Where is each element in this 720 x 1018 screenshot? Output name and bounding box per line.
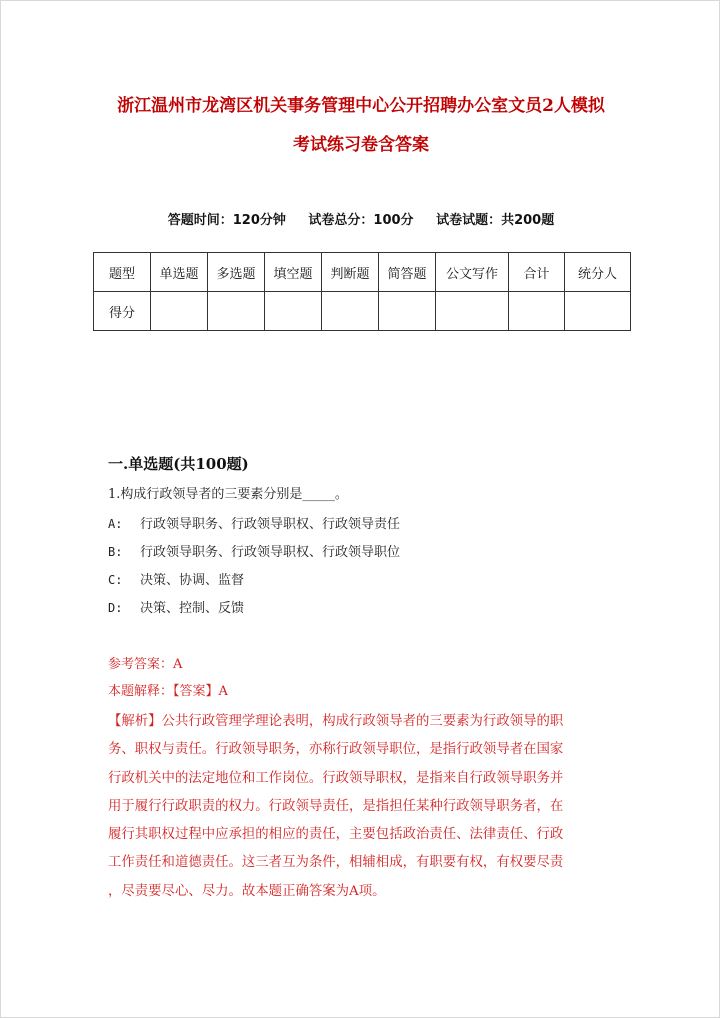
- exam-meta: [1, 209, 720, 228]
- score-header-fill-blank: 填空题: [265, 253, 322, 292]
- score-cell: [322, 292, 379, 331]
- option-c: [108, 571, 244, 590]
- score-header-true-false: 判断题: [322, 253, 379, 292]
- option-a-letter: A:: [108, 517, 123, 531]
- score-cell: [208, 292, 265, 331]
- score-header-type: 题型: [94, 253, 151, 292]
- analysis-line: 务、职权与责任。行政领导职务，亦称行政领导职位，是指行政领导者在国家: [108, 742, 564, 758]
- option-d: [108, 599, 244, 618]
- score-table: [93, 252, 631, 331]
- analysis-text: [108, 708, 618, 906]
- score-header-scorer: 统分人: [565, 253, 631, 292]
- exam-question-count: 试卷试题：共200题: [436, 213, 555, 228]
- option-b-text: 行政领导职务、行政领导职权、行政领导职位: [140, 545, 401, 560]
- score-cell: [509, 292, 565, 331]
- option-b: [108, 543, 400, 562]
- option-c-text: 决策、协调、监督: [140, 573, 245, 588]
- analysis-line: 行政机关中的法定地位和工作岗位。行政领导职权，是指来自行政领导职务并: [108, 770, 564, 786]
- analysis-line: 【解析】公共行政管理学理论表明，构成行政领导者的三要素为行政领导的职: [108, 714, 564, 729]
- score-row-label: 得分: [94, 292, 151, 331]
- score-header-total: 合计: [509, 253, 565, 292]
- reference-answer: 参考答案：A: [108, 657, 183, 672]
- score-cell: [265, 292, 322, 331]
- option-d-letter: D:: [108, 601, 123, 615]
- score-cell: [565, 292, 631, 331]
- analysis-line: 工作责任和道德责任。这三者互为条件，相辅相成，有职要有权，有权要尽责: [108, 855, 564, 871]
- option-c-letter: C:: [108, 573, 123, 587]
- analysis-line: 履行其职权过程中应承担的相应的责任，主要包括政治责任、法律责任、行政: [108, 827, 564, 843]
- option-d-text: 决策、控制、反馈: [140, 601, 245, 616]
- score-table-score-row: [94, 292, 631, 331]
- score-header-single-choice: 单选题: [151, 253, 208, 292]
- question-stem: 1.构成行政领导者的三要素分别是_____。: [108, 487, 348, 502]
- score-table-header-row: [94, 253, 631, 292]
- explanation-heading: 本题解释：【答案】A: [108, 684, 228, 699]
- option-a: [108, 515, 400, 534]
- document-title-line-2: 考试练习卷含答案: [293, 135, 429, 155]
- option-b-letter: B:: [108, 545, 123, 559]
- score-cell: [379, 292, 436, 331]
- score-header-document-writing: 公文写作: [436, 253, 509, 292]
- analysis-line: 用于履行行政职责的权力。行政领导责任，是指担任某种行政领导职务者，在: [108, 798, 564, 814]
- score-cell: [151, 292, 208, 331]
- score-cell: [436, 292, 509, 331]
- option-a-text: 行政领导职务、行政领导职权、行政领导责任: [140, 517, 401, 532]
- exam-time: 答题时间：120分钟: [167, 213, 286, 228]
- analysis-line: ，尽责要尽心、尽力。故本题正确答案为A项。: [108, 883, 386, 899]
- document-title-line-1: 浙江温州市龙湾区机关事务管理中心公开招聘办公室文员2人模拟: [117, 96, 605, 116]
- section-title: 一.单选题(共100题): [108, 455, 249, 473]
- score-header-short-answer: 简答题: [379, 253, 436, 292]
- exam-total-score: 试卷总分：100分: [308, 213, 414, 228]
- score-header-multiple-choice: 多选题: [208, 253, 265, 292]
